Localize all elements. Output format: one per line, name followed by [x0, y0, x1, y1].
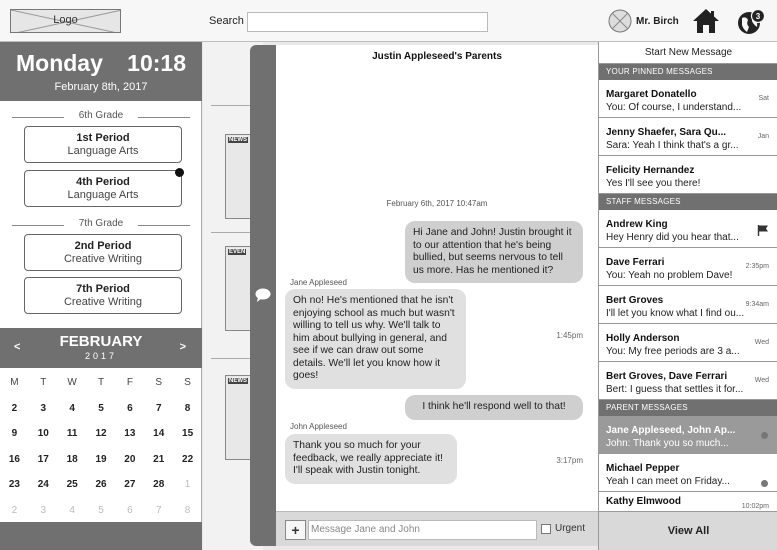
calendar-month: FEBRUARY — [59, 333, 143, 350]
search-input[interactable] — [247, 12, 488, 32]
current-day: Monday — [16, 50, 103, 76]
calendar-day[interactable]: 6 — [127, 402, 133, 414]
thumbnail-tag: NEWS — [229, 137, 247, 143]
weekday-label: S — [184, 377, 191, 388]
date-time-panel — [0, 42, 202, 101]
calendar-day[interactable]: 9 — [11, 428, 18, 439]
message-bubble-sent: I think he'll respond well to that! — [405, 395, 583, 420]
thread-time: 9:34am — [745, 301, 769, 308]
calendar-day[interactable]: 2 — [11, 402, 18, 414]
calendar-day-next-month[interactable]: 5 — [98, 504, 104, 516]
urgent-checkbox[interactable] — [541, 524, 551, 534]
thread-name: Jenny Shaefer, Sara Qu... — [606, 127, 727, 138]
calendar-header — [0, 328, 202, 368]
flag-icon[interactable] — [757, 224, 769, 236]
period-subject: Creative Writing — [63, 296, 143, 308]
calendar-day[interactable]: 21 — [153, 453, 165, 465]
weekday-label: F — [126, 377, 133, 388]
view-all-button[interactable]: View All — [599, 511, 777, 550]
current-date: February 8th, 2017 — [54, 81, 148, 93]
period-subject: Language Arts — [67, 145, 139, 157]
left-sidebar — [0, 42, 202, 550]
notification-count: 3 — [755, 12, 761, 21]
weekday-label: M — [10, 377, 19, 388]
thread-preview: Yeah I can meet on Friday... — [606, 476, 730, 487]
thread-preview: You: Yeah no problem Dave! — [606, 270, 733, 281]
message-list — [598, 42, 777, 550]
calendar-day-next-month[interactable]: 7 — [155, 504, 162, 516]
thread-name: Margaret Donatello — [606, 89, 697, 100]
calendar-day-next-month[interactable]: 6 — [127, 504, 133, 516]
notifications-globe-icon[interactable] — [737, 8, 765, 36]
current-time: 10:18 — [127, 50, 186, 76]
calendar-day[interactable]: 4 — [69, 402, 75, 414]
thread-item[interactable] — [599, 118, 777, 156]
thread-item[interactable] — [599, 324, 777, 362]
thread-item[interactable] — [599, 210, 777, 248]
message-bubble-sent: Hi Jane and John! Justin brought it to our attention that he's being bullied, but seems nervous to tell us more. Has he mentioned it? — [405, 221, 583, 283]
calendar-week — [0, 478, 202, 504]
period-name: 4th Period — [76, 176, 130, 188]
thread-item[interactable] — [599, 454, 777, 492]
unread-indicator — [761, 480, 768, 487]
current-period-indicator — [175, 168, 184, 177]
sidebar-footer — [0, 522, 202, 550]
calendar-week — [0, 402, 202, 428]
calendar-day-next-month[interactable]: 4 — [69, 504, 75, 516]
calendar-year: 2017 — [84, 351, 118, 361]
thread-name: Felicity Hernandez — [606, 165, 695, 176]
thread-name: Jane Appleseed, John Ap... — [606, 425, 736, 436]
thread-item[interactable] — [599, 362, 777, 400]
calendar-grid — [0, 376, 202, 529]
calendar-day[interactable]: 15 — [182, 428, 194, 439]
calendar-day[interactable]: 14 — [153, 428, 165, 439]
thread-preview: John: Thank you so much... — [606, 438, 729, 449]
thread-name: Holly Anderson — [606, 333, 680, 344]
section-parent: PARENT MESSAGES — [599, 400, 777, 416]
calendar-day[interactable]: 10 — [37, 428, 49, 439]
thread-item-active[interactable] — [599, 416, 777, 454]
thread-preview: Yes I'll see you there! — [606, 178, 701, 189]
section-staff: STAFF MESSAGES — [599, 194, 777, 210]
message-sender: Jane Appleseed — [290, 278, 347, 287]
thread-time: Sat — [758, 95, 769, 102]
calendar-week — [0, 453, 202, 479]
thread-preview: I'll let you know what I find ou... — [606, 308, 745, 319]
thread-preview: You: My free periods are 3 a... — [606, 346, 740, 357]
calendar-day[interactable]: 19 — [95, 453, 107, 465]
weekday-label: S — [155, 377, 163, 388]
period-name: 2nd Period — [74, 240, 132, 252]
thread-item[interactable] — [599, 156, 777, 194]
calendar-day[interactable]: 23 — [8, 479, 20, 490]
search-label: Search — [209, 15, 244, 27]
calendar-day[interactable]: 22 — [182, 453, 194, 465]
calendar-day[interactable]: 16 — [8, 453, 20, 465]
class-4th-period[interactable] — [24, 170, 182, 207]
thumbnail-tag: EVEN — [229, 249, 246, 255]
thread-time: Wed — [754, 377, 769, 384]
thread-preview: Bert: I guess that settles it for... — [606, 384, 744, 395]
urgent-label: Urgent — [555, 523, 586, 534]
message-sender: John Appleseed — [290, 422, 347, 431]
top-bar — [0, 0, 777, 42]
thread-item[interactable] — [599, 80, 777, 118]
calendar-day-next-month[interactable]: 3 — [40, 504, 47, 516]
calendar-day[interactable]: 13 — [124, 428, 136, 439]
calendar-day[interactable]: 11 — [66, 428, 78, 439]
thread-item[interactable] — [599, 492, 777, 511]
class-2nd-period[interactable] — [24, 234, 182, 271]
logo[interactable] — [10, 9, 121, 33]
calendar-day[interactable]: 25 — [66, 479, 78, 490]
thumbnail-tag: NEWS — [229, 378, 247, 384]
class-1st-period[interactable] — [24, 126, 182, 163]
thread-name: Dave Ferrari — [606, 257, 665, 268]
calendar-next-button[interactable]: > — [179, 341, 186, 353]
thread-preview: Sara: Yeah I think that's a gr... — [606, 140, 739, 151]
start-new-message-button[interactable]: Start New Message — [599, 42, 777, 64]
calendar-day[interactable]: 5 — [98, 402, 104, 414]
thread-time: Wed — [754, 339, 769, 346]
calendar-day[interactable]: 17 — [37, 453, 49, 465]
calendar-day[interactable]: 24 — [37, 479, 49, 490]
message-bubble-received: Thank you so much for your feedback, we really appreciate it! I'll speak with Justin tonight. — [285, 434, 457, 484]
message-composer — [276, 511, 598, 546]
weekday-label: W — [67, 377, 77, 388]
message-bubble-received: Oh no! He's mentioned that he isn't enjoying school as much but wasn't willing to tell us why. We'll talk to him about bullying in general, and see if we can draw out some details. We'll let you know how it goes! — [285, 289, 466, 389]
home-icon[interactable] — [692, 8, 720, 34]
calendar-day-next-month[interactable]: 8 — [184, 504, 191, 516]
period-subject: Language Arts — [67, 189, 139, 201]
user-name[interactable]: Mr. Birch — [636, 16, 679, 27]
thread-name: Andrew King — [606, 219, 668, 230]
period-name: 1st Period — [76, 132, 130, 144]
calendar-weekdays — [0, 376, 202, 402]
thread-preview: Hey Henry did you hear that... — [606, 232, 739, 243]
add-attachment-button[interactable]: + — [285, 520, 306, 540]
calendar-day[interactable]: 8 — [184, 402, 191, 414]
thread-item[interactable] — [599, 248, 777, 286]
message-time: 1:45pm — [556, 331, 583, 340]
chat-bubble-icon — [255, 288, 271, 302]
calendar-day[interactable]: 20 — [124, 453, 136, 465]
calendar-day[interactable]: 12 — [95, 428, 107, 439]
thread-preview: You: Of course, I understand... — [606, 102, 742, 113]
logo-text: Logo — [53, 14, 78, 26]
calendar-prev-button[interactable]: < — [14, 341, 21, 353]
message-time: 3:17pm — [556, 456, 583, 465]
period-name: 7th Period — [76, 283, 130, 295]
period-subject: Creative Writing — [63, 253, 143, 265]
calendar-week — [0, 427, 202, 453]
section-pinned: YOUR PINNED MESSAGES — [599, 64, 777, 80]
calendar-day[interactable]: 18 — [66, 453, 78, 465]
grade-header-7th: 7th Grade — [12, 218, 190, 232]
unread-indicator — [761, 432, 768, 439]
grade-header-6th: 6th Grade — [12, 110, 190, 124]
message-input[interactable]: Message Jane and John — [308, 520, 537, 540]
weekday-label: T — [40, 377, 47, 388]
thread-name: Bert Groves — [606, 295, 664, 306]
calendar-day[interactable]: 28 — [153, 479, 165, 490]
thread-name: Bert Groves, Dave Ferrari — [606, 371, 728, 382]
calendar-day[interactable]: 27 — [124, 479, 136, 490]
date-divider: February 6th, 2017 10:47am — [386, 199, 488, 208]
calendar-day[interactable]: 3 — [40, 402, 47, 414]
thread-time: Jan — [757, 133, 769, 140]
calendar-day-next-month[interactable]: 2 — [11, 504, 18, 516]
thread-time: 2:35pm — [745, 263, 769, 270]
thread-name: Michael Pepper — [606, 463, 680, 474]
avatar[interactable] — [608, 9, 632, 33]
thread-item[interactable] — [599, 286, 777, 324]
class-7th-period[interactable] — [24, 277, 182, 314]
calendar-day[interactable]: 26 — [95, 479, 107, 490]
calendar-day-next-month[interactable]: 1 — [184, 479, 191, 490]
thread-time: 10:02pm — [741, 503, 769, 510]
weekday-label: T — [97, 377, 105, 388]
calendar-day[interactable]: 7 — [155, 402, 162, 414]
thread-name: Kathy Elmwood — [606, 496, 682, 507]
conversation-title: Justin Appleseed's Parents — [372, 51, 502, 62]
conversation-panel — [276, 45, 598, 546]
chat-panel-tab[interactable] — [250, 45, 276, 546]
